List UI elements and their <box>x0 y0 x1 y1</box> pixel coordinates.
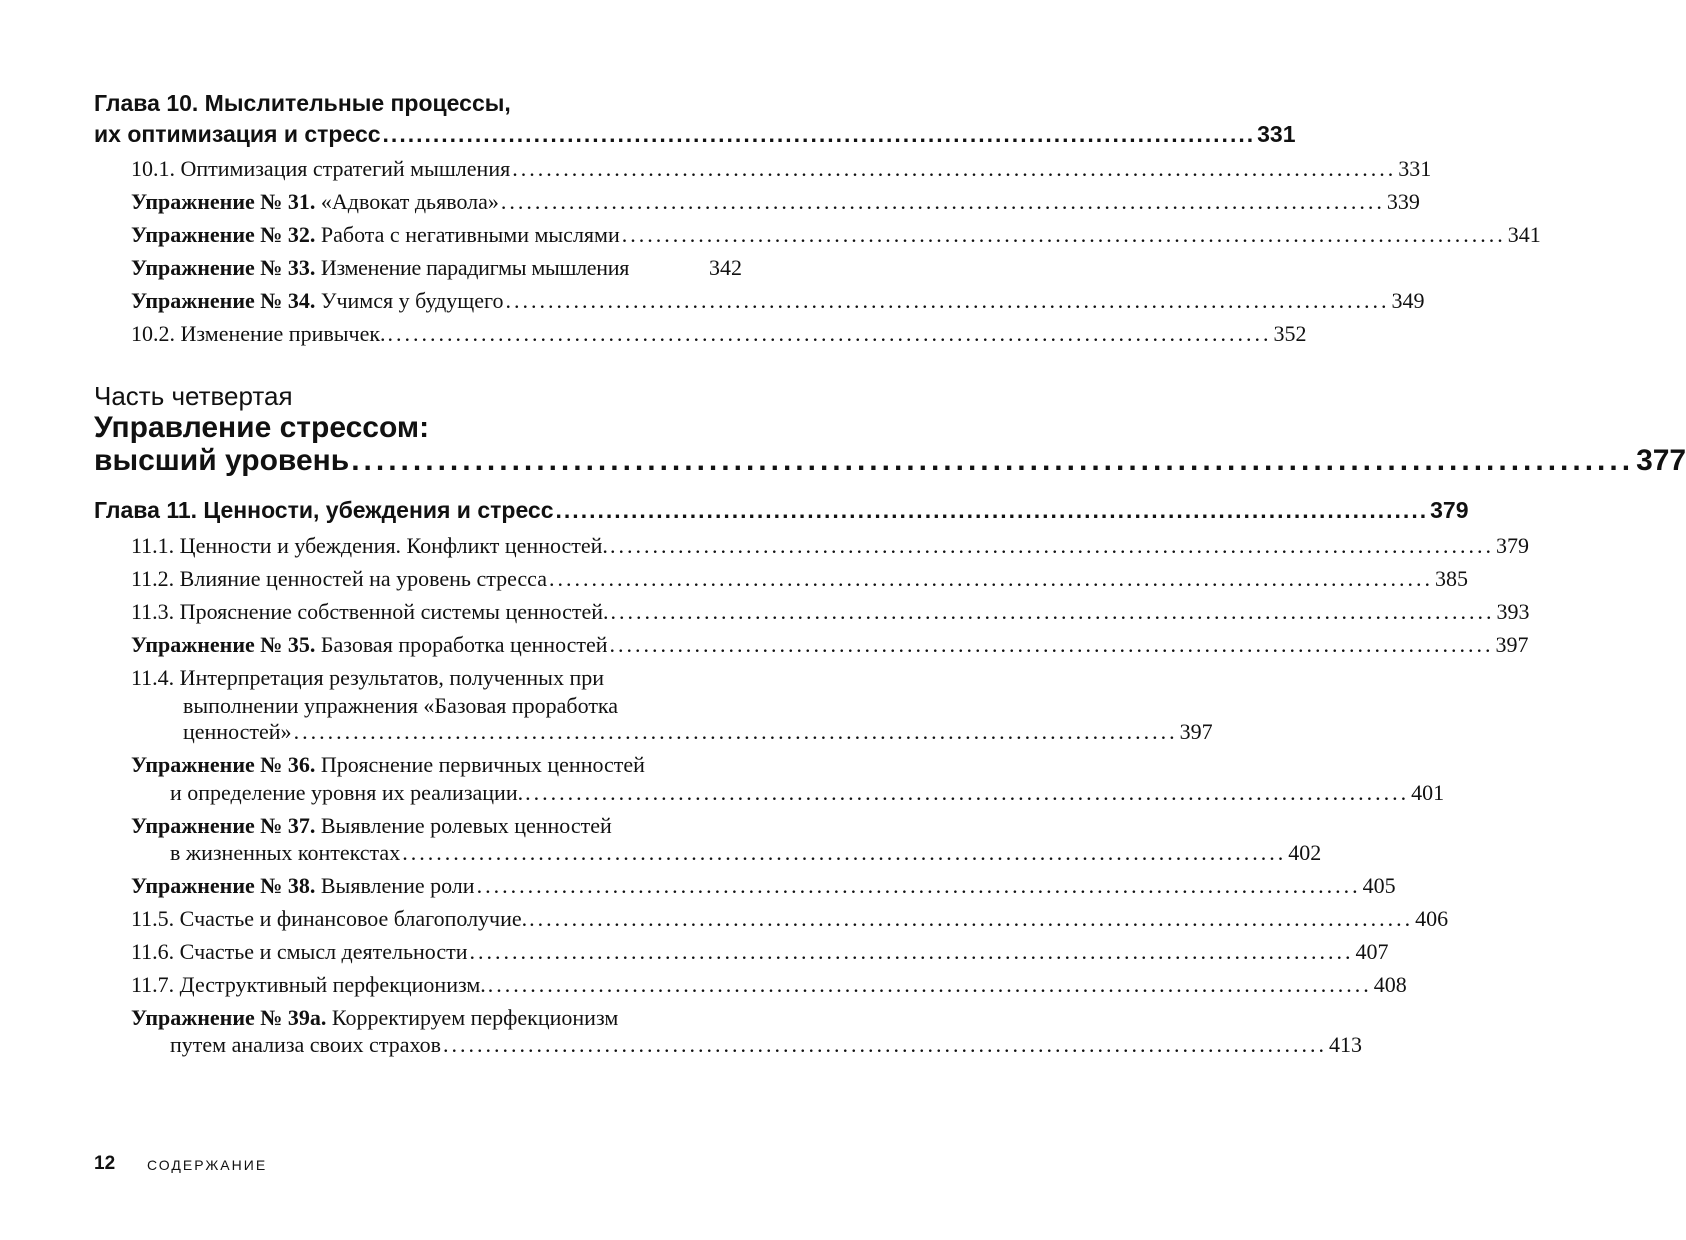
page-number: 393 <box>1496 599 1530 624</box>
dot-leader: ........................................................................................................ <box>487 972 1372 997</box>
exercise-label: Упражнение № 31. <box>131 189 316 214</box>
page-number: 339 <box>1386 189 1420 214</box>
entry-title: 11.1. Ценности и убеждения. Конфликт ценностей. <box>131 533 608 558</box>
page-number: 385 <box>1434 566 1468 591</box>
dot-leader: ........................................................................................................ <box>293 719 1178 744</box>
page-number: 401 <box>1411 780 1445 805</box>
dot-leader: ........................................................................................................ <box>476 873 1361 898</box>
exercise-label: Упражнение № 39а. <box>131 1005 327 1030</box>
toc-entry <box>131 972 1407 998</box>
dot-leader: ........................................................................................................ <box>505 288 1390 313</box>
dot-leader: ........................................................................................................ <box>621 222 1506 247</box>
toc-entry <box>131 873 1396 899</box>
part-label: Часть четвертая <box>94 381 293 411</box>
toc-entry <box>131 533 1529 559</box>
entry-title: 10.2. Изменение привычек. <box>131 321 386 346</box>
footer-page-number: 12 <box>94 1153 116 1174</box>
entry-title: 11.5. Счастье и финансовое благополучие. <box>131 906 528 931</box>
part-title: Управление стрессом: <box>94 411 430 444</box>
page-number: 405 <box>1362 873 1396 898</box>
dot-leader: ........................................................................................................ <box>500 189 1385 214</box>
entry-title: Выявление роли <box>320 873 475 898</box>
entry-title-cont: в жизненных контекстах <box>170 840 401 865</box>
toc-entry <box>131 255 742 281</box>
page-number: 377 <box>1636 444 1686 477</box>
toc-entry <box>131 599 1530 625</box>
dot-leader: ........................................................................................................ <box>529 906 1414 931</box>
footer-section-label: СОДЕРЖАНИЕ <box>147 1157 268 1173</box>
entry-title: Изменение парадигмы мышления <box>320 255 630 280</box>
page-number: 402 <box>1288 840 1322 865</box>
page-number: 397 <box>1495 632 1529 657</box>
toc-entry <box>131 566 1468 592</box>
exercise-label: Упражнение № 34. <box>131 288 316 313</box>
toc-entry <box>131 632 1529 658</box>
part-title-cont: высший уровень <box>94 444 350 477</box>
entry-title: 11.2. Влияние ценностей на уровень стресса <box>131 566 547 591</box>
entry-title: Выявление ролевых ценностей <box>320 813 612 838</box>
entry-title: 11.7. Деструктивный перфекционизм. <box>131 972 486 997</box>
entry-title: Работа с негативными мыслями <box>320 222 620 247</box>
toc-entry <box>131 189 1420 215</box>
page-number: 408 <box>1373 972 1407 997</box>
toc-entry <box>131 939 1389 965</box>
entry-title: Учимся у будущего <box>320 288 504 313</box>
entry-title: 11.6. Счастье и смысл деятельности <box>131 939 468 964</box>
exercise-label: Упражнение № 37. <box>131 813 316 838</box>
dot-leader: ........................................................................................................ <box>469 939 1354 964</box>
toc-entry <box>131 906 1449 932</box>
dot-leader: ........................................................................................................ <box>525 780 1410 805</box>
entry-title: Базовая проработка ценностей <box>320 632 608 657</box>
page-number: 413 <box>1329 1032 1363 1057</box>
page-number: 407 <box>1355 939 1389 964</box>
toc-entry <box>131 222 1541 248</box>
dot-leader: ........................................................................................................ <box>555 497 1429 523</box>
toc-entry <box>131 321 1307 347</box>
entry-title: Корректируем перфекционизм <box>331 1005 619 1030</box>
page-number: 406 <box>1415 906 1449 931</box>
dot-leader: ........................................................................................................ <box>382 121 1256 147</box>
dot-leader: ........................................................................................................ <box>351 444 1635 477</box>
page-number: 379 <box>1495 533 1529 558</box>
exercise-label: Упражнение № 36. <box>131 752 316 777</box>
chapter-title: Глава 11. Ценности, убеждения и стресс <box>94 497 554 523</box>
dot-leader: ........................................................................................................ <box>610 599 1495 624</box>
entry-title-cont: путем анализа своих страхов <box>170 1032 442 1057</box>
chapter-11-heading <box>94 497 1469 524</box>
entry-title: 11.4. Интерпретация результатов, полученных при <box>131 665 604 690</box>
dot-leader: ........................................................................................................ <box>512 156 1397 181</box>
dot-leader: ........................................................................................................ <box>609 533 1494 558</box>
page-number: 397 <box>1179 719 1213 744</box>
exercise-label: Упражнение № 35. <box>131 632 316 657</box>
dot-leader: ........................................................................................................ <box>609 632 1494 657</box>
entry-title: 11.3. Прояснение собственной системы ценностей. <box>131 599 609 624</box>
exercise-label: Упражнение № 38. <box>131 873 316 898</box>
entry-title-cont: выполнении упражнения «Базовая проработка <box>183 693 619 718</box>
chapter-title-cont: их оптимизация и стресс <box>94 121 381 147</box>
page-number: 352 <box>1273 321 1307 346</box>
toc-entry <box>131 288 1425 314</box>
entry-title: Прояснение первичных ценностей <box>320 752 645 777</box>
entry-title-cont: и определение уровня их реализации. <box>170 780 524 805</box>
dot-leader: ........................................................................................................ <box>443 1032 1328 1057</box>
exercise-label: Упражнение № 32. <box>131 222 316 247</box>
page-number: 379 <box>1430 497 1469 523</box>
page-number: 331 <box>1398 156 1432 181</box>
dot-leader: ........................................................................................................ <box>402 840 1287 865</box>
chapter-title: Глава 10. Мыслительные процессы, <box>94 90 511 116</box>
dot-leader: ........................................................................................................ <box>548 566 1433 591</box>
exercise-label: Упражнение № 33. <box>131 255 316 280</box>
page-number: 341 <box>1507 222 1541 247</box>
page-number: 331 <box>1257 121 1296 147</box>
entry-title: 10.1. Оптимизация стратегий мышления <box>131 156 511 181</box>
dot-leader: ........................................................................................................ <box>387 321 1272 346</box>
page-number: 349 <box>1391 288 1425 313</box>
page-number: 342 <box>709 255 742 280</box>
toc-entry <box>131 156 1432 182</box>
entry-title: «Адвокат дьявола» <box>320 189 499 214</box>
entry-title-cont: ценностей» <box>183 719 292 744</box>
